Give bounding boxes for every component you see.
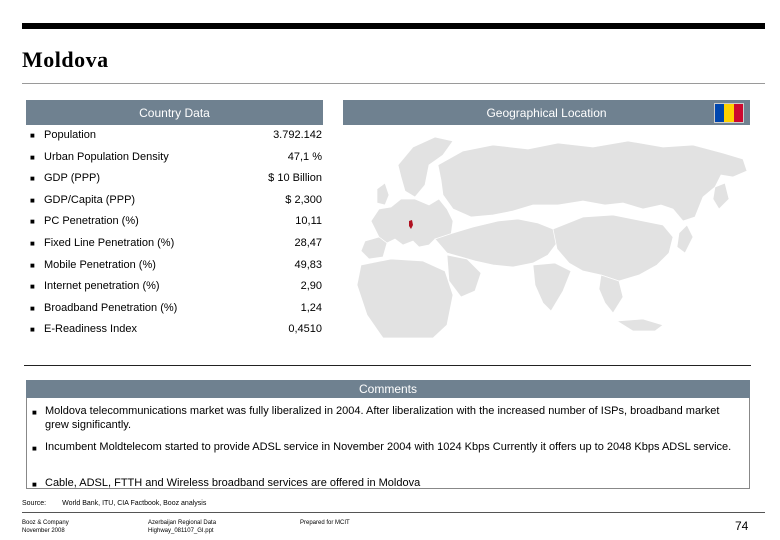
country-data-label: Population bbox=[44, 129, 96, 141]
country-data-value: 1,24 bbox=[300, 301, 322, 314]
country-data-label: PC Penetration (%) bbox=[44, 215, 139, 228]
country-data-value: 0,4510 bbox=[288, 323, 322, 336]
map-region-kamchatka bbox=[713, 183, 729, 209]
bullet-icon: ■ bbox=[30, 152, 35, 162]
source-label: Source: bbox=[22, 500, 47, 507]
comment-text: Moldova telecommunications market was fully liberalized in 2004. After liberalization with the increased number of ISPs, broadband market grew significantly. bbox=[45, 405, 720, 431]
section-divider bbox=[24, 365, 751, 366]
bullet-icon: ■ bbox=[32, 480, 37, 489]
bullet-icon: ■ bbox=[30, 217, 35, 227]
bullet-icon: ■ bbox=[30, 238, 35, 248]
map-region-indonesia bbox=[617, 319, 663, 331]
top-bar bbox=[22, 23, 765, 29]
country-data-value: 49,83 bbox=[294, 258, 322, 271]
map-region-japan bbox=[677, 225, 693, 253]
country-data-value: 10,11 bbox=[295, 215, 322, 228]
source-text: World Bank, ITU, CIA Factbook, Booz analysis bbox=[62, 500, 207, 507]
bullet-icon: ■ bbox=[30, 195, 35, 205]
country-data-label: GDP (PPP) bbox=[44, 172, 101, 185]
country-data-row bbox=[28, 190, 328, 212]
country-data-label: Broadband Penetration (%) bbox=[44, 301, 178, 314]
map-region-north-africa bbox=[357, 259, 453, 338]
country-data-row bbox=[28, 211, 328, 233]
country-data-row bbox=[28, 147, 328, 169]
bullet-icon: ■ bbox=[30, 282, 35, 292]
country-data-row bbox=[28, 319, 328, 341]
country-data-row bbox=[28, 125, 328, 147]
bullet-icon: ■ bbox=[30, 260, 35, 270]
footer-date: November 2008 bbox=[22, 528, 65, 534]
footer-prepared-for: Prepared for MCIT bbox=[300, 520, 350, 526]
page-number: 74 bbox=[735, 519, 749, 533]
footer-doc-line1: Azerbaijan Regional Data bbox=[148, 520, 217, 526]
country-data-value: 28,47 bbox=[294, 236, 322, 249]
geo-map bbox=[343, 125, 750, 338]
country-data-header bbox=[26, 100, 323, 125]
country-data-row bbox=[28, 233, 328, 255]
title-rule bbox=[22, 83, 765, 84]
source-note bbox=[22, 500, 206, 507]
geo-header-label: Geographical Location bbox=[486, 105, 607, 120]
country-data-value: 47,1 % bbox=[287, 150, 322, 163]
map-region-russia bbox=[438, 141, 747, 221]
comments-box bbox=[26, 398, 750, 489]
country-data-label: Fixed Line Penetration (%) bbox=[44, 236, 175, 249]
bullet-icon: ■ bbox=[30, 303, 35, 313]
footer-document-block bbox=[148, 519, 216, 535]
geo-header bbox=[343, 100, 750, 125]
map-region-india bbox=[533, 263, 571, 311]
bullet-icon: ■ bbox=[32, 408, 37, 417]
comment-text: Cable, ADSL, FTTH and Wireless broadband services are offered in Moldova bbox=[45, 477, 421, 489]
country-data-value: $ 10 Billion bbox=[268, 172, 322, 185]
footer-rule bbox=[22, 512, 765, 513]
country-data-label: E-Readiness Index bbox=[44, 323, 137, 336]
map-region-britain bbox=[377, 183, 389, 205]
country-data-row bbox=[28, 276, 328, 298]
country-data-label: Mobile Penetration (%) bbox=[44, 258, 156, 271]
bullet-icon: ■ bbox=[32, 444, 37, 453]
comment-text: Incumbent Moldtelecom started to provide ADSL service in November 2004 with 1024 Kbps Currently it offers up to 2048 Kbps ADSL service. bbox=[45, 441, 732, 453]
country-data-label: Internet penetration (%) bbox=[44, 280, 160, 293]
bullet-icon: ■ bbox=[30, 174, 35, 184]
country-data-value: $ 2,300 bbox=[285, 193, 322, 206]
footer-doc-line2: Highway_081107_GI.ppt bbox=[148, 528, 214, 534]
country-data-label: GDP/Capita (PPP) bbox=[44, 193, 136, 206]
country-data-header-label: Country Data bbox=[139, 105, 210, 120]
country-data-value: 3.792.142 bbox=[273, 129, 322, 141]
footer-company-block bbox=[22, 519, 69, 535]
bullet-icon: ■ bbox=[30, 325, 35, 335]
footer-company: Booz & Company bbox=[22, 520, 69, 526]
moldova-flag-icon bbox=[714, 103, 744, 123]
country-data-row bbox=[28, 255, 328, 277]
country-data-label: Urban Population Density bbox=[44, 150, 169, 163]
eurasia-map bbox=[343, 125, 750, 338]
country-data-row bbox=[28, 298, 328, 320]
map-region-iberia bbox=[361, 237, 387, 259]
bullet-icon: ■ bbox=[30, 131, 35, 140]
comments-header bbox=[26, 380, 750, 398]
country-data-row bbox=[28, 168, 328, 190]
page-title: Moldova bbox=[22, 47, 109, 72]
country-data-list bbox=[28, 125, 328, 341]
country-data-value: 2,90 bbox=[300, 280, 322, 293]
comments-header-label: Comments bbox=[358, 382, 417, 396]
